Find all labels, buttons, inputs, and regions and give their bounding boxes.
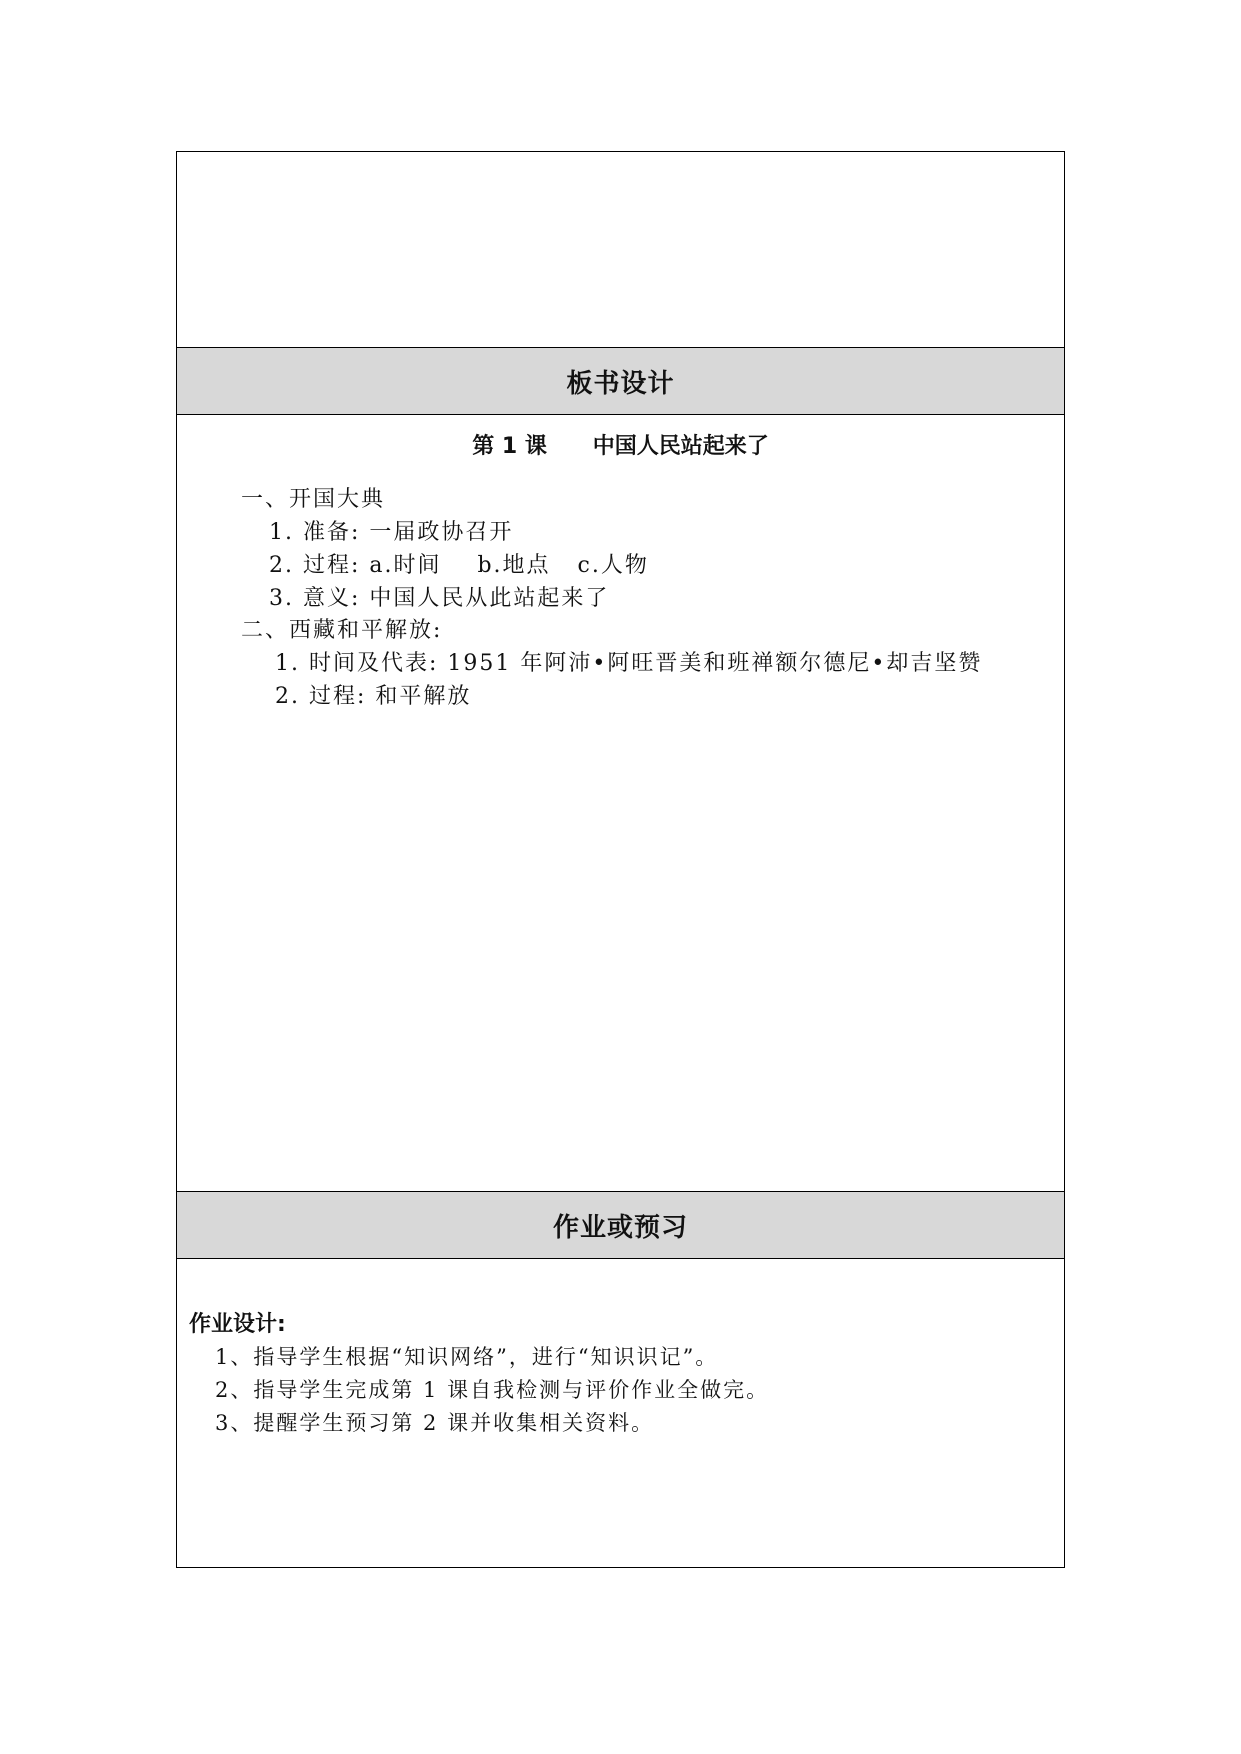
homework-header: 作业或预习 <box>177 1191 1064 1259</box>
outline-item: 1. 准备: 一届政协召开 <box>269 520 514 545</box>
outline-item: 3. 意义: 中国人民从此站起来了 <box>269 586 610 611</box>
lesson-title: 第 1 课 中国人民站起来了 <box>472 434 769 459</box>
lesson-plan-table <box>176 151 1065 1568</box>
board-design-header: 板书设计 <box>177 347 1064 415</box>
outline-item: 1. 时间及代表: 1951 年阿沛•阿旺晋美和班禅额尔德尼•却吉坚赞 <box>275 651 983 676</box>
homework-item: 1、指导学生根据“知识网络”，进行“知识识记”。 <box>215 1345 719 1369</box>
homework-cell <box>177 1259 1064 1567</box>
homework-item: 3、提醒学生预习第 2 课并收集相关资料。 <box>215 1411 655 1435</box>
homework-heading: 作业设计: <box>189 1312 286 1337</box>
outline-item: 2. 过程: 和平解放 <box>275 684 472 709</box>
outline-heading-2: 二、西藏和平解放: <box>241 618 443 643</box>
outline-item: 2. 过程: a.时间 b.地点 c.人物 <box>269 553 649 578</box>
board-design-cell <box>177 415 1064 1191</box>
empty-top-cell <box>177 152 1064 347</box>
outline-heading-1: 一、开国大典 <box>241 487 386 512</box>
homework-item: 2、指导学生完成第 1 课自我检测与评价作业全做完。 <box>215 1378 770 1402</box>
